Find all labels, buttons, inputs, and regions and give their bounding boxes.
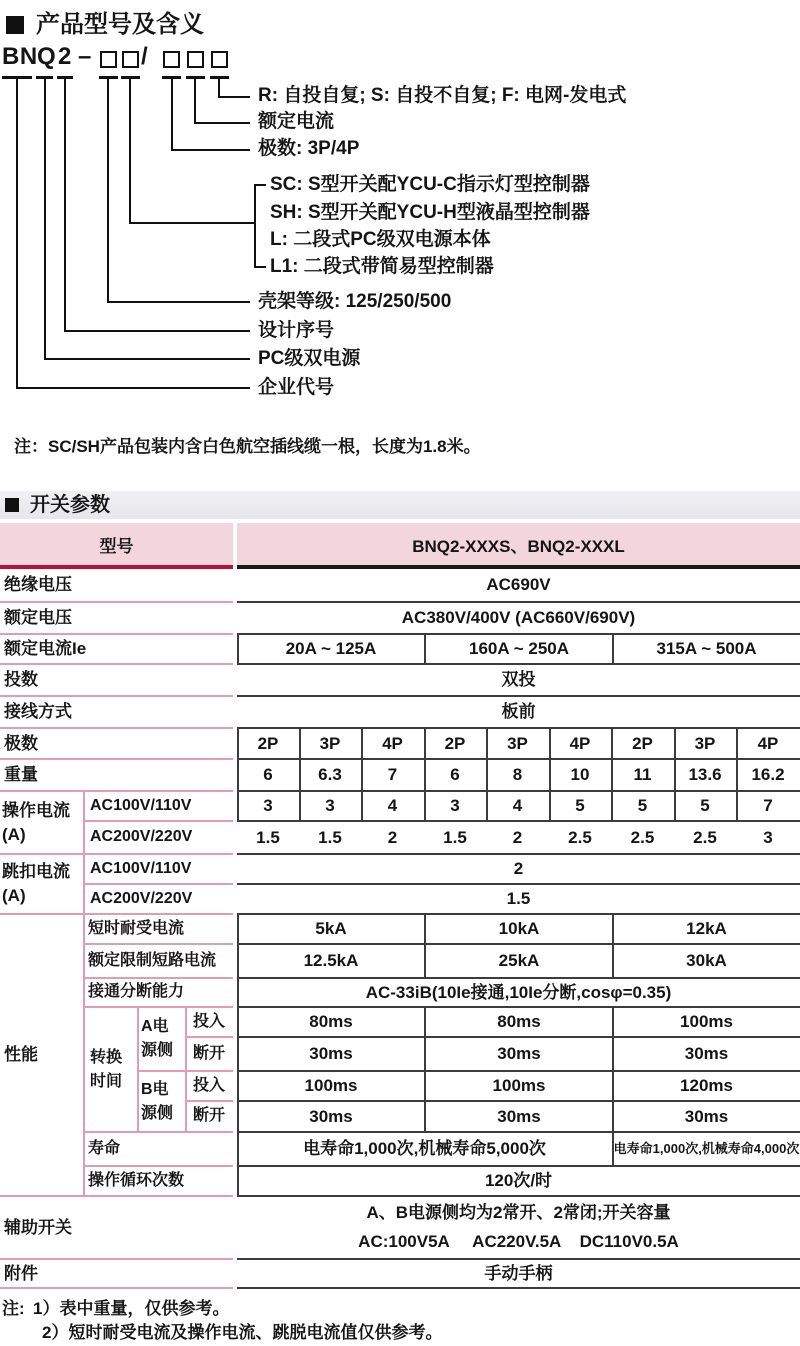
- cell-weight-9: 16.2: [751, 765, 785, 785]
- line: [44, 78, 46, 360]
- sub-label-cycles: 操作循环次数: [88, 1171, 185, 1189]
- line: [299, 729, 301, 820]
- op-current-label: 操作电流: [2, 800, 70, 820]
- cell-wiring: 板前: [501, 702, 536, 722]
- line: [0, 633, 233, 635]
- model-box: [187, 51, 204, 68]
- line: [237, 601, 800, 603]
- sub-label-a-on: 投入: [192, 1012, 225, 1030]
- cell-op2-4: 1.5: [443, 827, 467, 847]
- cell-op2-8: 2.5: [693, 827, 717, 847]
- cell-withstand-1: 5kA: [315, 919, 347, 939]
- section-title-model: 产品型号及含义: [36, 11, 204, 39]
- line: [0, 853, 233, 855]
- line: [64, 78, 66, 332]
- cell-op2-5: 2: [512, 827, 523, 847]
- cell-a-on-1: 80ms: [309, 1012, 353, 1032]
- op-current-unit: (A): [2, 824, 26, 844]
- line: [0, 790, 233, 792]
- model-box: [211, 51, 228, 68]
- row-label-insulation: 绝缘电压: [4, 575, 72, 595]
- line: [237, 853, 800, 855]
- sub-label-transfer-time: 转换时间: [90, 1048, 123, 1090]
- cell-op1-6: 5: [575, 796, 585, 816]
- line: [237, 790, 800, 792]
- cell-b-off-3: 30ms: [684, 1106, 729, 1126]
- line: [254, 266, 266, 268]
- line: [83, 943, 233, 945]
- line: [0, 727, 233, 729]
- cell-poles-7: 2P: [632, 733, 653, 753]
- sub-label-b-on: 投入: [192, 1076, 225, 1094]
- cell-poles-6: 4P: [569, 733, 591, 753]
- line: [237, 727, 800, 729]
- line: [237, 729, 239, 820]
- line: [736, 729, 738, 820]
- line: [171, 149, 250, 151]
- cell-op1-9: 7: [763, 796, 773, 816]
- cell-weight-1: 6: [263, 765, 273, 785]
- line: [16, 78, 18, 389]
- cell-op1-7: 5: [637, 796, 648, 816]
- cell-b-off-1: 30ms: [309, 1106, 353, 1126]
- line: [237, 883, 800, 885]
- line: [171, 78, 173, 151]
- sub-label-breaking: 接通分断能力: [88, 983, 185, 1001]
- cell-a-on-2: 80ms: [497, 1012, 541, 1032]
- bottom-note-1: 1）表中重量，仅供参考。: [33, 1299, 230, 1319]
- line: [16, 387, 250, 389]
- line: [185, 1036, 233, 1038]
- legend-design: 设计序号: [258, 320, 335, 342]
- model-code-dash: –: [78, 43, 92, 71]
- cell-poles-4: 2P: [444, 733, 466, 753]
- cell-breaking: AC-33iB(10Ie接通,10Ie分断,cosφ=0.35): [365, 982, 672, 1002]
- sub-label-op-ac200: AC200V/220V: [90, 828, 193, 846]
- cell-op1-5: 4: [512, 796, 523, 816]
- section-title-params: 开关参数: [30, 493, 110, 516]
- sub-label-b-side: B电源侧: [141, 1080, 174, 1122]
- line: [83, 1131, 233, 1133]
- line: [486, 729, 488, 820]
- cell-poles-8: 3P: [694, 733, 716, 753]
- line: [424, 915, 426, 977]
- cell-b-on-1: 100ms: [304, 1076, 358, 1096]
- model-box: [122, 51, 139, 68]
- cell-op2-2: 1.5: [318, 827, 342, 847]
- cell-a-off-1: 30ms: [309, 1044, 353, 1064]
- cell-weight-4: 6: [450, 765, 460, 785]
- legend-rsf: R: 自投自复; S: 自投不自复; F: 电网-发电式: [258, 85, 627, 107]
- cell-op1-1: 3: [263, 796, 273, 816]
- legend-frame: 壳架等级: 125/250/500: [258, 291, 452, 313]
- line: [0, 758, 233, 760]
- sub-label-op-ac100: AC100V/110V: [90, 796, 192, 814]
- bottom-note-2: 2）短时耐受电流及操作电流、跳脱电流值仅供参考。: [42, 1323, 443, 1343]
- line: [237, 663, 800, 665]
- cell-weight-7: 11: [633, 765, 652, 785]
- cell-weight-8: 13.6: [688, 765, 722, 785]
- line: [237, 758, 800, 760]
- model-code-slash: /: [141, 43, 149, 71]
- cell-limit-3: 30kA: [686, 951, 727, 971]
- legend-sc: SC: S型开关配YCU-C指示灯型控制器: [270, 174, 590, 196]
- cell-withstand-2: 10kA: [498, 919, 540, 939]
- line: [83, 792, 85, 1195]
- cell-life-3: 电寿命1,000次,机械寿命4,000次: [613, 1140, 800, 1156]
- cell-trip1: 2: [513, 859, 524, 879]
- line: [107, 78, 109, 303]
- legend-poles: 极数: 3P/4P: [258, 138, 360, 160]
- model-code-q: Q: [37, 43, 57, 71]
- line: [237, 943, 800, 945]
- row-label-current: 额定电流Ie: [4, 639, 87, 659]
- cell-b-on-2: 100ms: [492, 1076, 546, 1096]
- line: [237, 977, 800, 979]
- legend-l1: L1: 二段式带简易型控制器: [270, 256, 494, 278]
- line: [237, 1287, 800, 1289]
- line: [237, 1131, 800, 1133]
- cell-voltage: AC380V/400V (AC660V/690V): [401, 608, 636, 628]
- line: [83, 977, 233, 979]
- line: [0, 565, 233, 569]
- cell-withstand-3: 12kA: [686, 919, 727, 939]
- line: [237, 1006, 800, 1008]
- line: [612, 1133, 614, 1165]
- cell-poles-3: 4P: [382, 733, 403, 753]
- row-label-accessory: 附件: [4, 1263, 38, 1283]
- cell-op2-9: 3: [763, 827, 773, 847]
- line: [237, 695, 800, 697]
- line: [549, 729, 551, 820]
- cell-op1-8: 5: [700, 796, 710, 816]
- line: [612, 1008, 614, 1133]
- section-bullet-icon: [6, 16, 24, 34]
- cell-limit-1: 12.5kA: [303, 951, 359, 971]
- line: [237, 633, 800, 635]
- line: [254, 184, 266, 186]
- line: [194, 78, 196, 124]
- cell-weight-6: 10: [570, 765, 590, 785]
- cell-a-on-3: 100ms: [680, 1012, 733, 1032]
- cell-op2-1: 1.5: [256, 827, 280, 847]
- row-label-throws: 投数: [4, 670, 38, 690]
- row-label-op-current: [2, 792, 82, 853]
- line: [129, 222, 256, 224]
- package-note: 注：SC/SH产品包装内含白色航空插线缆一根，长度为1.8米。: [14, 437, 481, 457]
- cell-poles-5: 3P: [507, 733, 528, 753]
- model-box: [163, 51, 180, 68]
- cell-current-2: 160A ~ 250A: [468, 639, 570, 659]
- row-label-wiring: 接线方式: [4, 702, 72, 722]
- line: [83, 1165, 233, 1167]
- line: [185, 1008, 187, 1133]
- line: [44, 358, 250, 360]
- cell-trip2: 1.5: [506, 889, 531, 909]
- cell-weight-3: 7: [387, 765, 398, 785]
- table-header-model-label: 型号: [0, 523, 233, 565]
- row-label-aux: 辅助开关: [4, 1217, 72, 1237]
- cell-aux-line1: A、B电源侧均为2常开、2常闭;开关容量: [366, 1203, 671, 1223]
- cell-op1-2: 3: [325, 796, 335, 816]
- line: [237, 565, 800, 569]
- model-code-bn: BN: [2, 43, 38, 71]
- row-label-weight: 重量: [4, 765, 38, 785]
- line: [612, 915, 614, 977]
- section-bar: [0, 491, 800, 519]
- cell-b-off-2: 30ms: [497, 1106, 541, 1126]
- line: [185, 1100, 233, 1102]
- cell-weight-5: 8: [512, 765, 523, 785]
- line: [218, 78, 220, 98]
- line: [0, 601, 233, 603]
- cell-poles-1: 2P: [257, 733, 279, 753]
- line: [611, 729, 613, 820]
- row-label-trip-current: [2, 855, 82, 913]
- line: [137, 1008, 139, 1133]
- sub-label-limit: 额定限制短路电流: [88, 951, 217, 969]
- bottom-note-prefix: 注:: [2, 1299, 25, 1319]
- table-header-model-value: BNQ2-XXXS、BNQ2-XXXL: [237, 523, 800, 565]
- line: [237, 1165, 800, 1167]
- model-box: [100, 51, 117, 68]
- cell-a-off-2: 30ms: [497, 1044, 541, 1064]
- line: [237, 913, 800, 915]
- section-bullet-icon: [5, 498, 19, 512]
- cell-op2-6: 2.5: [568, 827, 592, 847]
- cell-life-12: 电寿命1,000次,机械寿命5,000次: [303, 1139, 546, 1159]
- cell-accessory: 手动手柄: [484, 1263, 553, 1283]
- cell-weight-2: 6.3: [318, 765, 342, 785]
- cell-op2-3: 2: [387, 827, 398, 847]
- cell-op1-3: 4: [387, 796, 398, 816]
- cell-a-off-3: 30ms: [684, 1044, 729, 1064]
- line: [107, 301, 250, 303]
- line: [612, 635, 614, 663]
- line: [237, 1195, 800, 1197]
- legend-company: 企业代号: [258, 377, 335, 399]
- line: [424, 729, 426, 820]
- trip-current-label: 跳扣电流: [2, 862, 70, 882]
- line: [83, 1006, 233, 1008]
- sub-label-a-side: A电源侧: [141, 1018, 174, 1059]
- cell-op1-4: 3: [450, 796, 460, 816]
- line: [237, 1036, 800, 1038]
- line: [194, 122, 250, 124]
- sub-label-b-off: 断开: [192, 1107, 225, 1125]
- line: [237, 820, 800, 822]
- line: [237, 915, 239, 1197]
- line: [424, 1008, 426, 1133]
- trip-current-unit: (A): [2, 886, 26, 905]
- legend-rated-current: 额定电流: [258, 111, 335, 133]
- cell-poles-2: 3P: [319, 733, 341, 753]
- sub-label-trip-ac100: AC100V/110V: [90, 859, 192, 877]
- line: [237, 1258, 800, 1260]
- cell-current-3: 315A ~ 500A: [656, 639, 757, 659]
- line: [129, 78, 131, 224]
- line: [64, 330, 250, 332]
- cell-b-on-3: 120ms: [680, 1076, 733, 1096]
- sub-label-trip-ac200: AC200V/220V: [90, 889, 193, 907]
- line: [83, 883, 233, 885]
- sub-label-a-off: 断开: [192, 1044, 225, 1062]
- row-label-poles: 极数: [4, 733, 38, 753]
- line: [361, 729, 363, 820]
- cell-aux-line2: AC:100V5A AC220V.5A DC110V0.5A: [358, 1232, 679, 1252]
- sub-label-withstand: 短时耐受电流: [88, 919, 185, 937]
- line: [0, 695, 233, 697]
- line: [0, 1287, 233, 1289]
- cell-current-1: 20A ~ 125A: [285, 639, 377, 659]
- line: [0, 663, 233, 665]
- legend-sh: SH: S型开关配YCU-H型液晶型控制器: [270, 202, 590, 224]
- line: [83, 820, 233, 822]
- line: [0, 913, 233, 915]
- cell-poles-9: 4P: [757, 733, 779, 753]
- legend-l: L: 二段式PC级双电源本体: [270, 229, 491, 251]
- line: [674, 729, 676, 820]
- line: [237, 635, 239, 663]
- line: [0, 1195, 233, 1197]
- line: [218, 96, 250, 98]
- cell-throws: 双投: [501, 670, 536, 690]
- line: [237, 1070, 800, 1072]
- row-label-performance: 性能: [4, 1045, 38, 1065]
- model-code-2: 2: [58, 43, 72, 71]
- line: [424, 635, 426, 663]
- line: [0, 1258, 233, 1260]
- row-label-voltage: 额定电压: [4, 608, 72, 628]
- cell-op2-7: 2.5: [630, 827, 655, 847]
- legend-pc: PC级双电源: [258, 348, 361, 370]
- cell-insulation: AC690V: [486, 575, 551, 595]
- line: [237, 1100, 800, 1102]
- cell-cycles: 120次/时: [484, 1171, 553, 1191]
- cell-limit-2: 25kA: [498, 951, 540, 971]
- sub-label-life: 寿命: [88, 1139, 121, 1157]
- line: [254, 184, 256, 268]
